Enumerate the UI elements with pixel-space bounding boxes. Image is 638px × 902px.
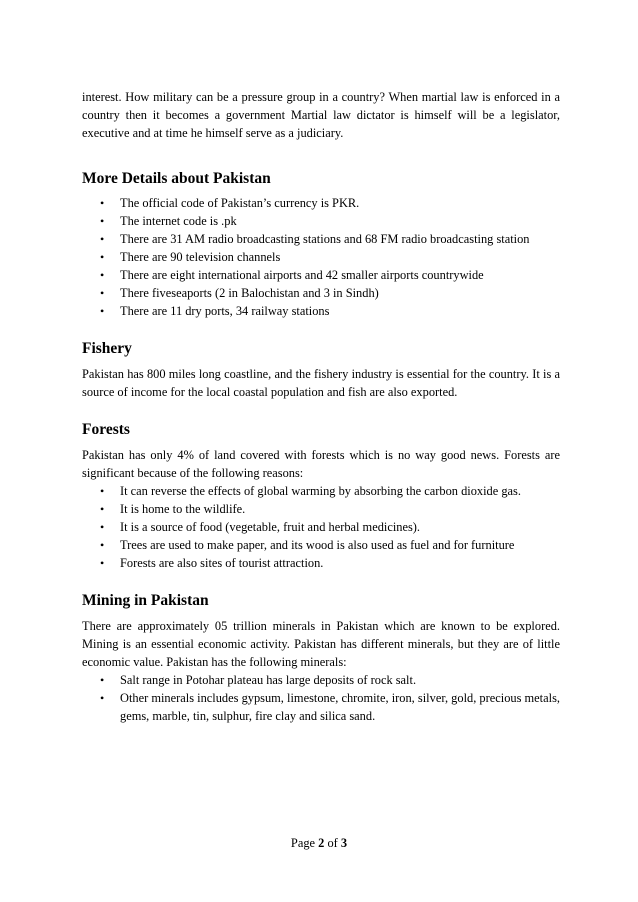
bullet-icon: •: [100, 214, 105, 228]
section-heading: Fishery: [82, 340, 132, 357]
list-item: • There fiveseaports (2 in Balochistan and 3 in Sindh): [100, 286, 379, 300]
bullet-icon: •: [100, 691, 105, 705]
bullet-icon: •: [100, 232, 105, 246]
section-paragraph: Pakistan has 800 miles long coastline, and the fishery industry is essential for the country. It is a source of income for the local coastal population and fish are also exported.: [82, 367, 560, 399]
list-item: • The official code of Pakistan’s currency is PKR.: [100, 196, 360, 210]
bullet-icon: •: [100, 268, 105, 282]
section-heading: More Details about Pakistan: [82, 170, 271, 187]
bullet-icon: •: [100, 673, 105, 687]
list-item: • Other minerals includes gypsum, limestone, chromite, iron, silver, gold, precious metals, gems, marble, tin, sulphur, fire clay and silica sand.: [100, 691, 560, 723]
total-pages: 3: [340, 836, 348, 850]
bullet-icon: •: [100, 286, 105, 300]
page-label: Page: [290, 836, 316, 850]
section-paragraph: Pakistan has only 4% of land covered with forests which is no way good news. Forests are significant because of the following reasons:: [82, 448, 560, 480]
list-item: • The internet code is .pk: [100, 214, 237, 228]
section-heading: Forests: [82, 421, 130, 438]
section-forests: [82, 420, 560, 572]
list-item: • It is a source of food (vegetable, fruit and herbal medicines).: [100, 520, 421, 534]
list-item: • Forests are also sites of tourist attraction.: [100, 556, 324, 570]
list-item: • There are 11 dry ports, 34 railway stations: [100, 304, 330, 318]
list-item: • There are eight international airports and 42 smaller airports countrywide: [100, 268, 484, 282]
page-footer: [0, 835, 638, 851]
list-item: • Salt range in Potohar plateau has large deposits of rock salt.: [100, 673, 417, 687]
bullet-icon: •: [100, 556, 105, 570]
bullet-icon: •: [100, 502, 105, 516]
section-heading: Mining in Pakistan: [82, 592, 209, 609]
bullet-icon: •: [100, 538, 105, 552]
bullet-icon: •: [100, 250, 105, 264]
list-item: • Trees are used to make paper, and its wood is also used as fuel and for furniture: [100, 538, 515, 552]
of-label: of: [327, 836, 338, 850]
list-item: • There are 90 television channels: [100, 250, 281, 264]
section-paragraph: There are approximately 05 trillion minerals in Pakistan which are known to be explored. Mining is an essential economic activity. Pakistan has different minerals, but they are of little economic value. Pakistan has the following minerals:: [82, 619, 560, 669]
bullet-list: [82, 671, 560, 725]
section-mining: [82, 591, 560, 725]
page-number: 2: [318, 836, 325, 850]
bullet-icon: •: [100, 484, 105, 498]
list-item: • There are 31 AM radio broadcasting stations and 68 FM radio broadcasting station: [100, 232, 530, 246]
intro-paragraph: interest. How military can be a pressure group in a country? When martial law is enforced in a country then it becomes a government Martial law dictator is himself will be a legislator, executive and at time he himself serve as a judiciary.: [82, 90, 560, 140]
document-page: [82, 88, 560, 725]
section-more-details: [82, 169, 560, 320]
bullet-list: [82, 482, 560, 572]
bullet-icon: •: [100, 304, 105, 318]
section-fishery: [82, 339, 560, 401]
bullet-list: [82, 194, 560, 320]
list-item: • It can reverse the effects of global warming by absorbing the carbon dioxide gas.: [100, 484, 521, 498]
list-item: • It is home to the wildlife.: [100, 502, 246, 516]
bullet-icon: •: [100, 196, 105, 210]
bullet-icon: •: [100, 520, 105, 534]
